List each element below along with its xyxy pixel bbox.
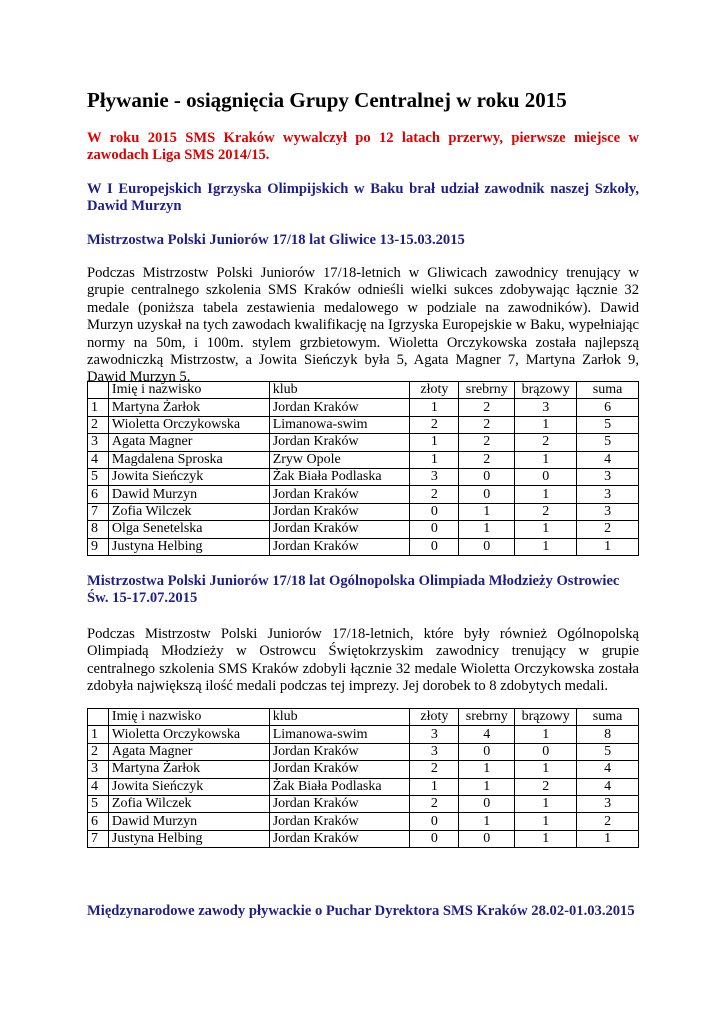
cell-club: Jordan Kraków xyxy=(269,399,410,416)
page-title: Pływanie - osiągnięcia Grupy Centralnej w roku 2015 xyxy=(87,88,567,112)
cell-name: Wioletta Orczykowska xyxy=(108,726,269,743)
cell-sum: 3 xyxy=(577,795,639,812)
cell-gold: 1 xyxy=(410,451,459,468)
paragraph-gliwice: Podczas Mistrzostw Polski Juniorów 17/18-letnich w Gliwicach zawodnicy trenujący w grupie centralnego szkolenia SMS Kraków odnieśli wielki sukces zdobywając łącznie 32 medale (poniższa tabela zestawienia medalowego w podziale na zawodników). Dawid Murzyn uzyskał na tych zawodach kwalifikację na Igrzyska Europejskie w Baku, wypełniając normy na 50m, i 100m. stylem grzbietowym. Wioletta Orczykowska została najlepszą zawodniczką Mistrzostw, a Jowita Sieńczyk była 5, Agata Magner 7, Martyna Zarłok 9, Dawid Murzyn 5. xyxy=(87,265,639,386)
cell-silver: 2 xyxy=(459,451,515,468)
cell-gold: 0 xyxy=(410,503,459,520)
cell-gold: 3 xyxy=(410,743,459,760)
cell-bronze: 1 xyxy=(515,830,577,847)
cell-silver: 1 xyxy=(459,503,515,520)
cell-silver: 0 xyxy=(459,486,515,503)
cell-silver: 0 xyxy=(459,743,515,760)
cell-name: Justyna Helbing xyxy=(108,538,269,555)
cell-lp: 9 xyxy=(88,538,109,555)
cell-sum: 5 xyxy=(577,416,639,433)
cell-gold: 2 xyxy=(410,416,459,433)
cell-gold: 0 xyxy=(410,521,459,538)
cell-name: Agata Magner xyxy=(108,434,269,451)
cell-club: Jordan Kraków xyxy=(269,486,410,503)
header-name: Imię i nazwisko xyxy=(108,382,269,399)
cell-gold: 2 xyxy=(410,486,459,503)
cell-sum: 1 xyxy=(577,830,639,847)
cell-bronze: 1 xyxy=(515,726,577,743)
cell-sum: 8 xyxy=(577,726,639,743)
cell-lp: 3 xyxy=(88,761,109,778)
intro-red-note: W roku 2015 SMS Kraków wywalczył po 12 latach przerwy, pierwsze miejsce w zawodach Liga SMS 2014/15. xyxy=(87,130,639,163)
cell-gold: 2 xyxy=(410,761,459,778)
cell-gold: 1 xyxy=(410,399,459,416)
cell-lp: 1 xyxy=(88,399,109,416)
header-gold: złoty xyxy=(410,382,459,399)
cell-sum: 4 xyxy=(577,761,639,778)
cell-name: Olga Senetelska xyxy=(108,521,269,538)
cell-bronze: 3 xyxy=(515,399,577,416)
cell-sum: 5 xyxy=(577,434,639,451)
table-row xyxy=(88,743,639,760)
cell-silver: 0 xyxy=(459,468,515,485)
cell-bronze: 1 xyxy=(515,416,577,433)
table-row xyxy=(88,538,639,555)
cell-silver: 2 xyxy=(459,434,515,451)
cell-name: Martyna Żarłok xyxy=(108,399,269,416)
cell-sum: 4 xyxy=(577,451,639,468)
cell-bronze: 1 xyxy=(515,451,577,468)
cell-bronze: 1 xyxy=(515,486,577,503)
cell-lp: 6 xyxy=(88,486,109,503)
cell-sum: 1 xyxy=(577,538,639,555)
cell-silver: 1 xyxy=(459,521,515,538)
cell-gold: 2 xyxy=(410,795,459,812)
cell-sum: 4 xyxy=(577,778,639,795)
cell-name: Jowita Sieńczyk xyxy=(108,468,269,485)
cell-sum: 3 xyxy=(577,503,639,520)
cell-club: Jordan Kraków xyxy=(269,538,410,555)
cell-club: Żak Biała Podlaska xyxy=(269,468,410,485)
table-row xyxy=(88,416,639,433)
cell-lp: 4 xyxy=(88,778,109,795)
table-row xyxy=(88,486,639,503)
cell-club: Jordan Kraków xyxy=(269,503,410,520)
header-lp xyxy=(88,709,109,726)
cell-silver: 0 xyxy=(459,795,515,812)
header-name: Imię i nazwisko xyxy=(108,709,269,726)
cell-silver: 0 xyxy=(459,538,515,555)
table-row xyxy=(88,434,639,451)
cell-name: Wioletta Orczykowska xyxy=(108,416,269,433)
table-row xyxy=(88,761,639,778)
baku-note: W I Europejskich Igrzyska Olimpijskich w Baku brał udział zawodnik naszej Szkoły, Dawid Murzyn xyxy=(87,181,639,214)
cell-gold: 0 xyxy=(410,813,459,830)
paragraph-ostrowiec: Podczas Mistrzostw Polski Juniorów 17/18-letnich, które były również Ogólnopolską Olimpiadą Młodzieży w Ostrowcu Świętokrzyskim zawodnicy trenujący w grupie centralnego szkolenia SMS Kraków zdobyli łącznie 32 medale Wioletta Orczykowska została zdobyła największą ilość medali podczas tej imprezy. Jej dorobek to 8 zdobytych medali. xyxy=(87,626,639,695)
cell-name: Justyna Helbing xyxy=(108,830,269,847)
table-header-row xyxy=(88,382,639,399)
header-bronze: brązowy xyxy=(515,382,577,399)
cell-lp: 7 xyxy=(88,830,109,847)
cell-sum: 6 xyxy=(577,399,639,416)
cell-name: Dawid Murzyn xyxy=(108,813,269,830)
cell-bronze: 1 xyxy=(515,521,577,538)
cell-club: Jordan Kraków xyxy=(269,830,410,847)
cell-silver: 1 xyxy=(459,813,515,830)
header-bronze: brązowy xyxy=(515,709,577,726)
cell-gold: 1 xyxy=(410,778,459,795)
cell-club: Limanowa-swim xyxy=(269,416,410,433)
section-heading-ostrowiec: Mistrzostwa Polski Juniorów 17/18 lat Ogólnopolska Olimpiada Młodzieży Ostrowiec Św. 15-17.07.2015 xyxy=(87,573,620,606)
cell-lp: 1 xyxy=(88,726,109,743)
cell-name: Jowita Sieńczyk xyxy=(108,778,269,795)
cell-sum: 3 xyxy=(577,486,639,503)
cell-name: Zofia Wilczek xyxy=(108,503,269,520)
table-row xyxy=(88,813,639,830)
table-row xyxy=(88,830,639,847)
table-row xyxy=(88,778,639,795)
cell-silver: 1 xyxy=(459,778,515,795)
cell-lp: 7 xyxy=(88,503,109,520)
cell-sum: 3 xyxy=(577,468,639,485)
cell-silver: 1 xyxy=(459,761,515,778)
cell-silver: 2 xyxy=(459,416,515,433)
cell-bronze: 1 xyxy=(515,538,577,555)
cell-name: Zofia Wilczek xyxy=(108,795,269,812)
cell-bronze: 1 xyxy=(515,761,577,778)
cell-club: Jordan Kraków xyxy=(269,813,410,830)
medal-table-gliwice xyxy=(87,381,639,556)
cell-gold: 3 xyxy=(410,468,459,485)
table-row xyxy=(88,451,639,468)
cell-name: Dawid Murzyn xyxy=(108,486,269,503)
cell-name: Martyna Żarłok xyxy=(108,761,269,778)
cell-sum: 5 xyxy=(577,743,639,760)
cell-lp: 2 xyxy=(88,416,109,433)
header-club: klub xyxy=(269,709,410,726)
table-row xyxy=(88,726,639,743)
cell-lp: 8 xyxy=(88,521,109,538)
cell-silver: 0 xyxy=(459,830,515,847)
cell-bronze: 2 xyxy=(515,503,577,520)
table-row xyxy=(88,521,639,538)
cell-club: Jordan Kraków xyxy=(269,521,410,538)
cell-bronze: 0 xyxy=(515,743,577,760)
cell-gold: 3 xyxy=(410,726,459,743)
cell-sum: 2 xyxy=(577,521,639,538)
cell-gold: 0 xyxy=(410,830,459,847)
table-row xyxy=(88,399,639,416)
section-heading-puchar: Międzynarodowe zawody pływackie o Puchar Dyrektora SMS Kraków 28.02-01.03.2015 xyxy=(87,903,635,919)
header-club: klub xyxy=(269,382,410,399)
cell-silver: 4 xyxy=(459,726,515,743)
cell-gold: 1 xyxy=(410,434,459,451)
cell-club: Jordan Kraków xyxy=(269,434,410,451)
cell-silver: 2 xyxy=(459,399,515,416)
cell-bronze: 2 xyxy=(515,778,577,795)
cell-lp: 3 xyxy=(88,434,109,451)
cell-sum: 2 xyxy=(577,813,639,830)
cell-name: Magdalena Sproska xyxy=(108,451,269,468)
cell-lp: 2 xyxy=(88,743,109,760)
header-sum: suma xyxy=(577,709,639,726)
header-sum: suma xyxy=(577,382,639,399)
table-row xyxy=(88,503,639,520)
cell-club: Zryw Opole xyxy=(269,451,410,468)
cell-lp: 6 xyxy=(88,813,109,830)
cell-club: Jordan Kraków xyxy=(269,761,410,778)
header-lp xyxy=(88,382,109,399)
cell-club: Jordan Kraków xyxy=(269,795,410,812)
cell-lp: 5 xyxy=(88,468,109,485)
cell-club: Żak Biała Podlaska xyxy=(269,778,410,795)
cell-bronze: 1 xyxy=(515,795,577,812)
table-header-row xyxy=(88,709,639,726)
medal-table-ostrowiec xyxy=(87,708,639,848)
cell-gold: 0 xyxy=(410,538,459,555)
table-row xyxy=(88,795,639,812)
cell-club: Jordan Kraków xyxy=(269,743,410,760)
cell-bronze: 0 xyxy=(515,468,577,485)
cell-club: Limanowa-swim xyxy=(269,726,410,743)
cell-name: Agata Magner xyxy=(108,743,269,760)
header-silver: srebrny xyxy=(459,382,515,399)
header-gold: złoty xyxy=(410,709,459,726)
cell-lp: 5 xyxy=(88,795,109,812)
cell-lp: 4 xyxy=(88,451,109,468)
header-silver: srebrny xyxy=(459,709,515,726)
cell-bronze: 2 xyxy=(515,434,577,451)
table-row xyxy=(88,468,639,485)
section-heading-gliwice: Mistrzostwa Polski Juniorów 17/18 lat Gliwice 13-15.03.2015 xyxy=(87,232,465,248)
cell-bronze: 1 xyxy=(515,813,577,830)
